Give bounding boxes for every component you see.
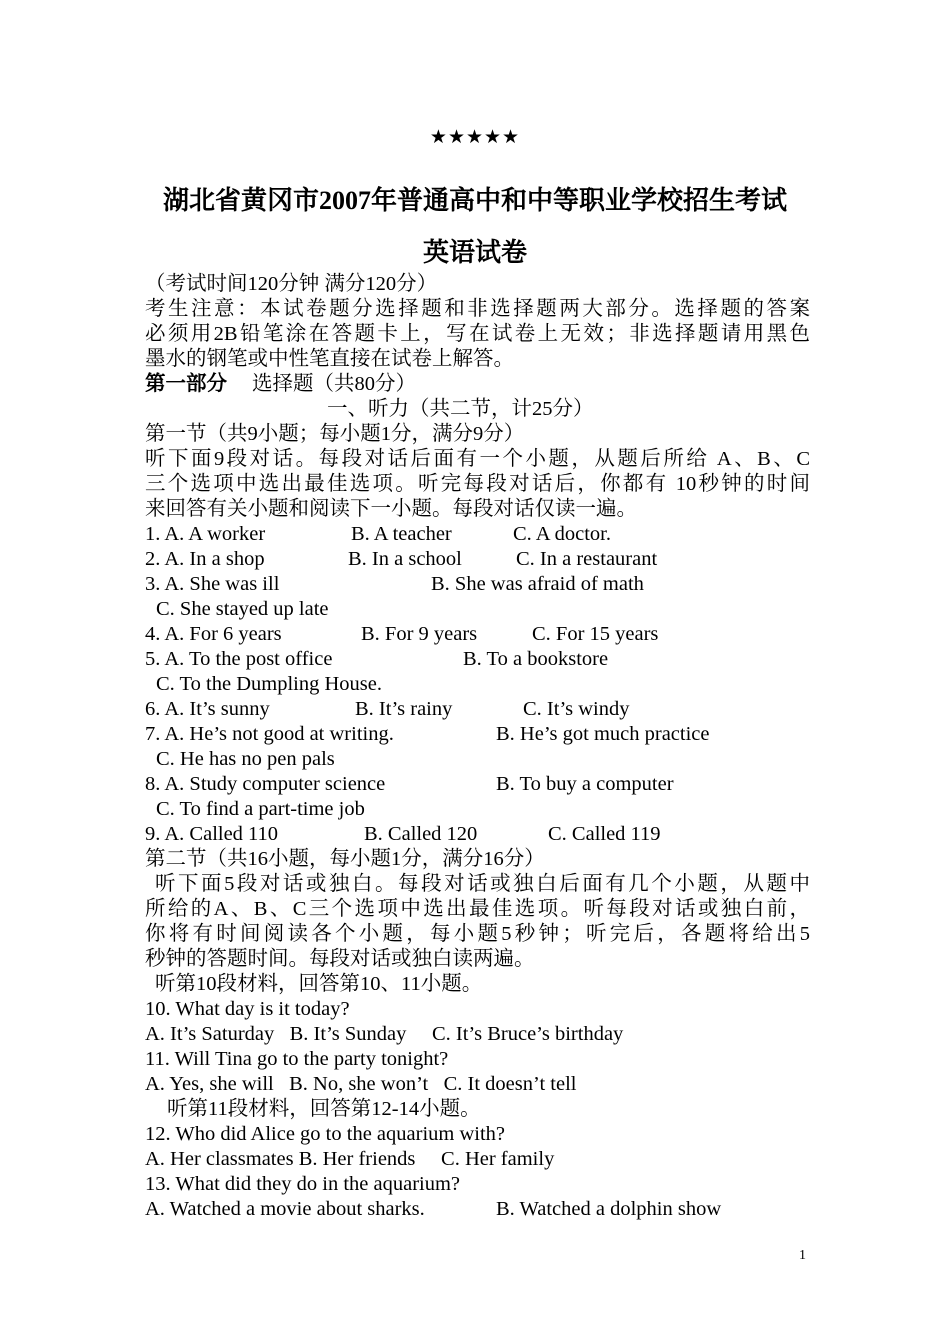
notice-line: 考生注意：本试卷题分选择题和非选择题两大部分。选择题的答案 bbox=[145, 298, 810, 320]
option-a: 9. A. Called 110 bbox=[145, 823, 279, 845]
option-c: C. To find a part-time job bbox=[156, 798, 365, 820]
option-c: C. Called 119 bbox=[548, 823, 661, 845]
question-9 bbox=[145, 822, 810, 847]
question-6 bbox=[145, 697, 810, 722]
question-12: 12. Who did Alice go to the aquarium with? bbox=[145, 1123, 506, 1145]
option-a: 7. A. He’s not good at writing. bbox=[145, 723, 394, 745]
section2-instr-line: 秒钟的答题时间。每段对话或独白读两遍。 bbox=[145, 948, 535, 970]
section1-heading: 第一节（共9小题；每小题1分，满分9分） bbox=[145, 423, 525, 445]
listening-heading: 一、听力（共二节，计25分） bbox=[327, 398, 594, 420]
option-c: C. He has no pen pals bbox=[156, 748, 335, 770]
option-a: 2. A. In a shop bbox=[145, 548, 265, 570]
option-a: 8. A. Study computer science bbox=[145, 773, 386, 795]
section2-heading: 第二节（共16小题，每小题1分，满分16分） bbox=[145, 848, 545, 870]
option-a: A. Watched a movie about sharks. bbox=[145, 1198, 425, 1220]
exam-title: 湖北省黄冈市2007年普通高中和中等职业学校招生考试 bbox=[162, 186, 787, 215]
option-b: B. A teacher bbox=[351, 523, 452, 545]
material-10-note: 听第10段材料，回答第10、11小题。 bbox=[155, 973, 483, 995]
option-b: B. Watched a dolphin show bbox=[496, 1198, 722, 1220]
exam-body bbox=[145, 272, 810, 1222]
rating-stars: ★★★★★ bbox=[429, 127, 521, 148]
question-3 bbox=[145, 572, 810, 597]
question-3-c bbox=[145, 597, 810, 622]
section1-instr-line: 听下面9段对话。每段对话后面有一个小题，从题后所给 A、B、C bbox=[145, 448, 810, 470]
option-b: B. Called 120 bbox=[364, 823, 478, 845]
question-8 bbox=[145, 772, 810, 797]
part1-heading bbox=[145, 372, 810, 397]
option-a: 3. A. She was ill bbox=[145, 573, 280, 595]
option-a: 5. A. To the post office bbox=[145, 648, 333, 670]
question-5-c bbox=[145, 672, 810, 697]
option-b: B. For 9 years bbox=[361, 623, 478, 645]
section2-instr-line: 听下面5段对话或独白。每段对话或独白后面有几个小题，从题中 bbox=[155, 873, 810, 895]
notice-line: 墨水的钢笔或中性笔直接在试卷上解答。 bbox=[145, 348, 514, 370]
question-13-options bbox=[145, 1197, 810, 1222]
question-11-options: A. Yes, she will B. No, she won’t C. It doesn’t tell bbox=[145, 1073, 577, 1095]
option-b: B. To buy a computer bbox=[496, 773, 674, 795]
question-13: 13. What did they do in the aquarium? bbox=[145, 1173, 461, 1195]
section1-instr-line: 来回答有关小题和阅读下一小题。每段对话仅读一遍。 bbox=[145, 498, 637, 520]
section1-instr-line: 三个选项中选出最佳选项。听完每段对话后，你都有 10秒钟的时间 bbox=[145, 473, 810, 495]
option-c: C. In a restaurant bbox=[516, 548, 658, 570]
option-b: B. He’s got much practice bbox=[496, 723, 710, 745]
option-c: C. A doctor. bbox=[513, 523, 611, 545]
notice-line: 必须用2B铅笔涂在答题卡上，写在试卷上无效；非选择题请用黑色 bbox=[145, 323, 810, 345]
option-b: B. To a bookstore bbox=[463, 648, 609, 670]
question-1 bbox=[145, 522, 810, 547]
part1-heading-bold: 第一部分 bbox=[145, 373, 227, 395]
question-7-c bbox=[145, 747, 810, 772]
page-number: 1 bbox=[799, 1248, 806, 1263]
section2-instr-line: 所给的A、B、C三个选项中选出最佳选项。听每段对话或独白前， bbox=[145, 898, 810, 920]
section2-instr-line: 你将有时间阅读各个小题，每小题5秒钟；听完后，各题将给出5 bbox=[145, 923, 810, 945]
material-11-note: 听第11段材料，回答第12-14小题。 bbox=[167, 1098, 481, 1120]
option-a: 4. A. For 6 years bbox=[145, 623, 282, 645]
option-a: 1. A. A worker bbox=[145, 523, 266, 545]
option-a: 6. A. It’s sunny bbox=[145, 698, 270, 720]
question-4 bbox=[145, 622, 810, 647]
option-c: C. To the Dumpling House. bbox=[156, 673, 382, 695]
option-c: C. For 15 years bbox=[532, 623, 659, 645]
option-b: B. It’s rainy bbox=[355, 698, 453, 720]
part1-heading-rest: 选择题（共80分） bbox=[252, 373, 416, 395]
question-10: 10. What day is it today? bbox=[145, 998, 350, 1020]
question-8-c bbox=[145, 797, 810, 822]
time-note: （考试时间120分钟 满分120分） bbox=[145, 273, 438, 295]
option-c: C. It’s windy bbox=[523, 698, 630, 720]
option-b: B. She was afraid of math bbox=[431, 573, 644, 595]
option-b: B. In a school bbox=[348, 548, 462, 570]
question-12-options: A. Her classmates B. Her friends C. Her family bbox=[145, 1148, 555, 1170]
question-7 bbox=[145, 722, 810, 747]
question-10-options: A. It’s Saturday B. It’s Sunday C. It’s Bruce’s birthday bbox=[145, 1023, 624, 1045]
exam-subtitle: 英语试卷 bbox=[422, 238, 527, 267]
question-5 bbox=[145, 647, 810, 672]
option-c: C. She stayed up late bbox=[156, 598, 329, 620]
question-11: 11. Will Tina go to the party tonight? bbox=[145, 1048, 449, 1070]
question-2 bbox=[145, 547, 810, 572]
